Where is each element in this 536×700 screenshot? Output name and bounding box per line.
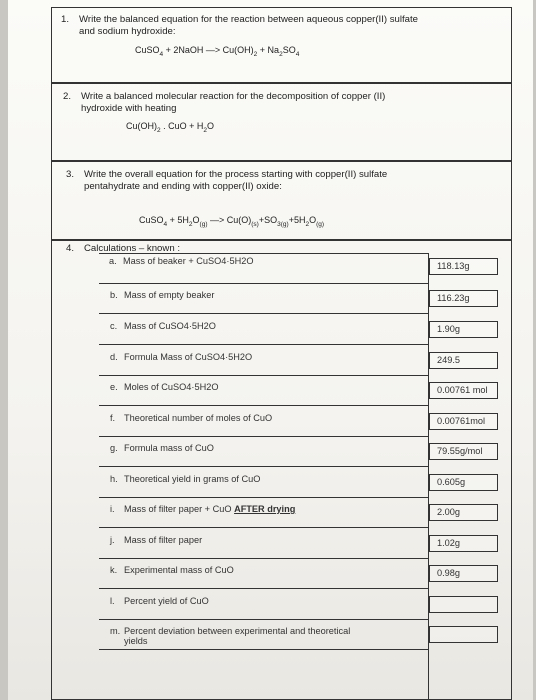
question-3-line-2: pentahydrate and ending with copper(II) oxide: bbox=[84, 181, 282, 192]
table-row-label: i. Mass of filter paper + CuO AFTER drying bbox=[110, 504, 296, 514]
question-3-text: 3. Write the overall equation for the process starting with copper(II) sulfate pentahydrate and ending with copper(II) oxide: bbox=[66, 169, 388, 192]
table-row-line bbox=[99, 619, 429, 620]
answer-field[interactable]: 0.00761 mol bbox=[429, 382, 498, 399]
question-2-line-1: Write a balanced molecular reaction for the decomposition of copper (II) bbox=[81, 91, 386, 102]
table-row-line bbox=[99, 527, 429, 528]
question-2-equation: $Cu(OH)_2$ . CuO + $H_2O$ bbox=[126, 121, 215, 134]
table-row-label: b. Mass of empty beaker bbox=[110, 290, 215, 300]
table-row-label: e. Moles of CuSO4·5H2O bbox=[110, 382, 219, 392]
question-2-line-2: hydroxide with heating bbox=[81, 103, 177, 114]
question-1-line-1: Write the balanced equation for the reaction between aqueous copper(II) sulfate bbox=[79, 14, 419, 25]
answer-field[interactable]: 0.98g bbox=[429, 565, 498, 582]
worksheet-page bbox=[8, 0, 533, 700]
question-1-equation: CuSO$_4$ + 2NaOH —> $Cu(OH)_2 + Na_2SO_4$ bbox=[135, 45, 300, 58]
table-row-label: m. Percent deviation between experimental and theoretical yields bbox=[110, 626, 351, 646]
question-1-line-2: and sodium hydroxide: bbox=[79, 26, 176, 37]
table-row-line bbox=[99, 313, 429, 314]
answer-field[interactable] bbox=[429, 596, 498, 613]
table-row-label: g. Formula mass of CuO bbox=[110, 443, 214, 453]
table-row-label: k. Experimental mass of CuO bbox=[110, 565, 234, 575]
after-drying-emphasis: AFTER drying bbox=[234, 504, 296, 514]
answer-field[interactable]: 2.00g bbox=[429, 504, 498, 521]
table-row-line bbox=[99, 558, 429, 559]
table-row-line bbox=[99, 283, 429, 284]
answer-field[interactable]: 116.23g bbox=[429, 290, 498, 307]
table-row-label: f. Theoretical number of moles of CuO bbox=[110, 413, 273, 423]
question-2-text: 2. Write a balanced molecular reaction for the decomposition of copper (II) hydroxide with heating bbox=[63, 91, 386, 114]
table-row-label: c. Mass of CuSO4·5H2O bbox=[110, 321, 216, 331]
answer-field[interactable]: 1.02g bbox=[429, 535, 498, 552]
table-row-line bbox=[99, 344, 429, 345]
table-top-line bbox=[99, 253, 429, 254]
table-row-label: j. Mass of filter paper bbox=[110, 535, 203, 545]
question-3-line-1: Write the overall equation for the process starting with copper(II) sulfate bbox=[84, 169, 388, 180]
table-row-line bbox=[99, 375, 429, 376]
answer-field[interactable]: 118.13g bbox=[429, 258, 498, 275]
table-row-line bbox=[99, 436, 429, 437]
table-row-line bbox=[99, 466, 429, 467]
table-row-line bbox=[99, 588, 429, 589]
answer-field[interactable]: 79.55g/mol bbox=[429, 443, 498, 460]
table-row-label: h. Theoretical yield in grams of CuO bbox=[110, 474, 261, 484]
question-3-equation: CuSO$_4$ + $5H_2O_{(g)}$ —> $Cu(O)_{(s)}+SO_{3(g)}+5H_2O_{(g)}$ bbox=[139, 215, 325, 228]
table-row-line bbox=[99, 497, 429, 498]
answer-field[interactable]: 0.00761mol bbox=[429, 413, 498, 430]
answer-field[interactable]: 1.90g bbox=[429, 321, 498, 338]
question-1-text: 1. Write the balanced equation for the reaction between aqueous copper(II) sulfate and sodium hydroxide: bbox=[61, 14, 419, 37]
answer-field[interactable] bbox=[429, 626, 498, 643]
table-row-line bbox=[99, 649, 429, 650]
table-row-label: l. Percent yield of CuO bbox=[110, 596, 209, 606]
table-row-line bbox=[99, 405, 429, 406]
table-row-label: d. Formula Mass of CuSO4·5H2O bbox=[110, 352, 253, 362]
table-row-label: a. Mass of beaker + CuSO4·5H2O bbox=[109, 256, 254, 266]
calculations-heading: 4. Calculations – known : bbox=[66, 243, 180, 254]
answer-field[interactable]: 0.605g bbox=[429, 474, 498, 491]
answer-field[interactable]: 249.5 bbox=[429, 352, 498, 369]
